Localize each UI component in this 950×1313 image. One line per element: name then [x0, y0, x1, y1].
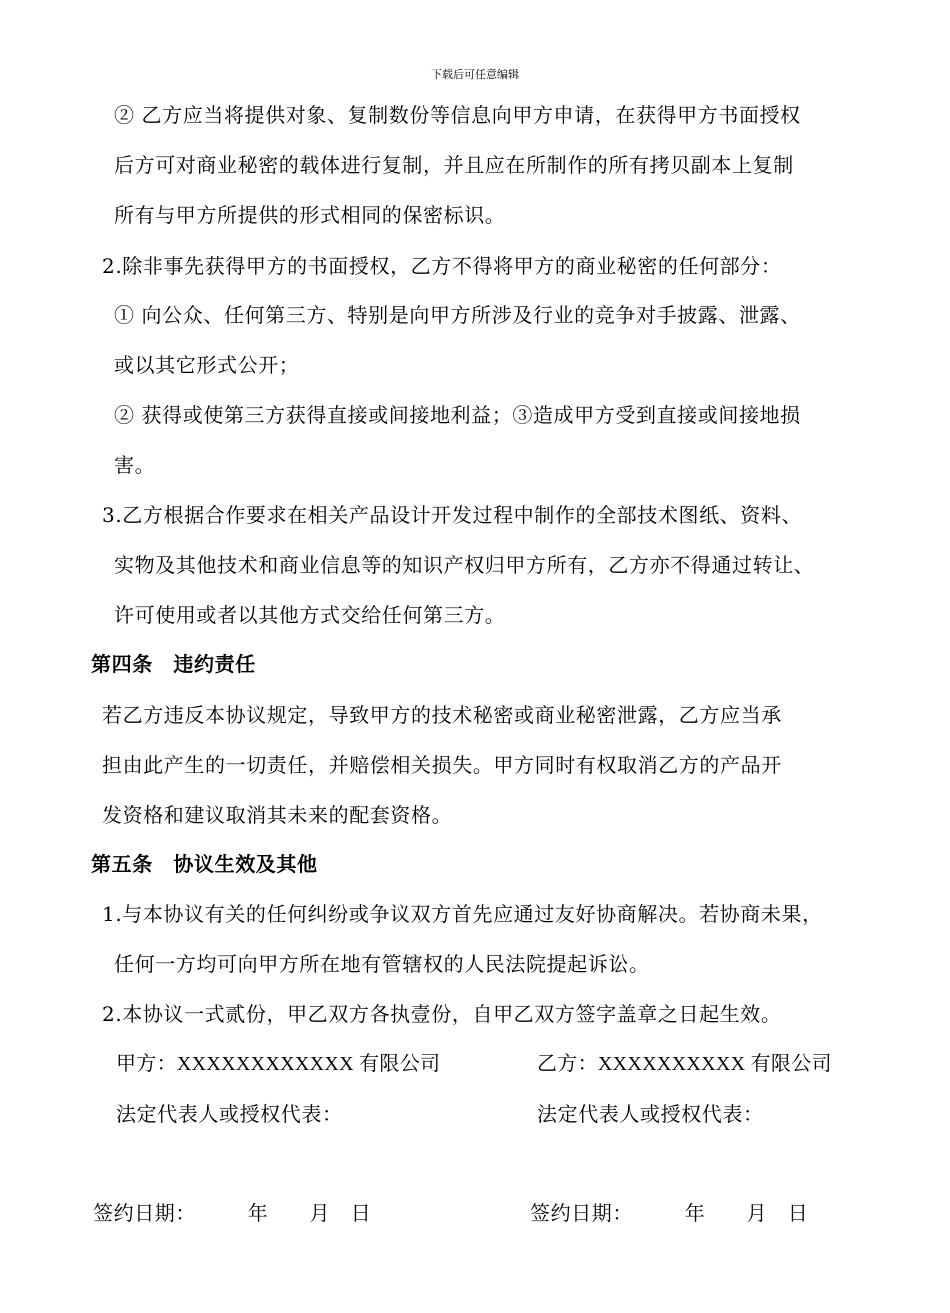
party-b-signing-date: 签约日期： 年 月 日 — [530, 1201, 809, 1225]
clause-line: 3.乙方根据合作要求在相关产品设计开发过程中制作的全部技术图纸、资料、 — [102, 503, 803, 527]
clause-line: 害。 — [114, 453, 156, 477]
clause-line: 实物及其他技术和商业信息等的知识产权归甲方所有，乙方亦不得通过转让、 — [114, 553, 815, 577]
article-4-line: 若乙方违反本协议规定，导致甲方的技术秘密或商业秘密泄露，乙方应当承 — [102, 703, 782, 727]
clause-line: 许可使用或者以其他方式交给任何第三方。 — [114, 603, 506, 627]
clause-line: ① 向公众、任何第三方、特别是向甲方所涉及行业的竞争对手披露、泄露、 — [114, 303, 801, 327]
page-header: 下载后可任意编辑 — [431, 68, 519, 81]
clause-line: ② 乙方应当将提供对象、复制数份等信息向甲方申请，在获得甲方书面授权 — [114, 103, 801, 127]
clause-line: ② 获得或使第三方获得直接或间接地利益；③造成甲方受到直接或间接地损 — [114, 403, 801, 427]
party-a-signing-date: 签约日期： 年 月 日 — [93, 1201, 372, 1225]
article-4-line: 发资格和建议取消其未来的配套资格。 — [102, 803, 453, 827]
article-5-heading: 第五条 协议生效及其他 — [91, 852, 318, 876]
clause-line: 所有与甲方所提供的形式相同的保密标识。 — [114, 203, 506, 227]
party-a-name: 甲方：XXXXXXXXXXXX 有限公司 — [116, 1053, 441, 1075]
party-a-representative: 法定代表人或授权代表： — [116, 1102, 343, 1126]
clause-line: 2.除非事先获得甲方的书面授权，乙方不得将甲方的商业秘密的任何部分： — [102, 254, 782, 278]
party-b-representative: 法定代表人或授权代表： — [537, 1102, 764, 1126]
clause-line: 或以其它形式公开； — [114, 353, 300, 377]
article-5-line: 1.与本协议有关的任何纠纷或争议双方首先应通过友好协商解决。若协商未果， — [102, 902, 823, 926]
article-4-heading: 第四条 违约责任 — [91, 652, 256, 676]
article-4-line: 担由此产生的一切责任，并赔偿相关损失。甲方同时有权取消乙方的产品开 — [102, 753, 782, 777]
clause-line: 后方可对商业秘密的载体进行复制，并且应在所制作的所有拷贝副本上复制 — [114, 153, 794, 177]
party-b-name: 乙方：XXXXXXXXXX 有限公司 — [537, 1053, 832, 1075]
article-5-line: 2.本协议一式贰份，甲乙双方各执壹份，自甲乙双方签字盖章之日起生效。 — [102, 1002, 782, 1026]
article-5-line: 任何一方均可向甲方所在地有管辖权的人民法院提起诉讼。 — [114, 952, 650, 976]
